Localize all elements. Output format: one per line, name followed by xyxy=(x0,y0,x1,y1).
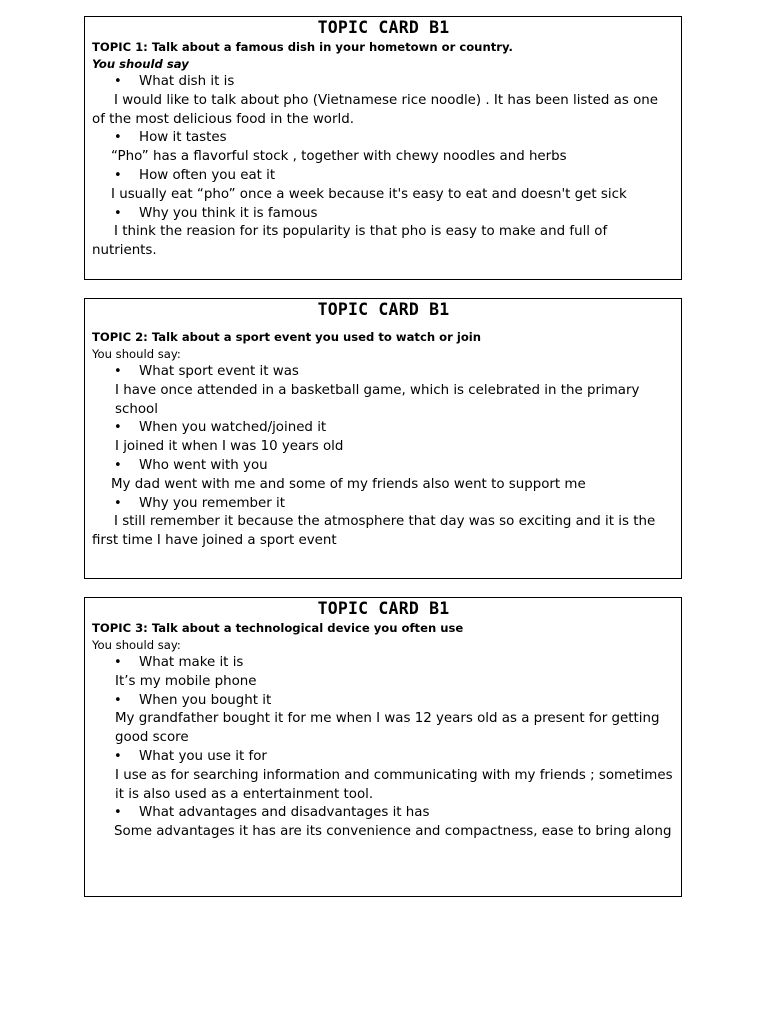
bullet-item xyxy=(92,167,675,186)
topic-heading: TOPIC 1: Talk about a famous dish in your hometown or country. xyxy=(92,40,513,54)
topic-card-1 xyxy=(84,16,682,280)
bullet-text: What you use it for xyxy=(139,748,267,764)
bullet-item xyxy=(92,73,675,92)
answer-text: I use as for searching information and communicating with my friends ; sometimes it is also used as a entertainment tool. xyxy=(115,767,673,802)
answer-text: I usually eat “pho” once a week because it's easy to eat and doesn't get sick xyxy=(111,186,627,202)
bullet-text: Why you think it is famous xyxy=(139,205,318,221)
bullet-dot-icon: • xyxy=(114,420,122,436)
bullet-dot-icon: • xyxy=(114,495,122,511)
bullet-item xyxy=(92,205,675,224)
bullet-dot-icon: • xyxy=(114,692,122,708)
bullet-text: When you watched/joined it xyxy=(139,420,327,436)
bullet-item xyxy=(92,748,675,767)
bullet-dot-icon: • xyxy=(114,805,122,821)
bullet-item xyxy=(92,457,675,476)
answer-text: “Pho” has a flavorful stock , together with chewy noodles and herbs xyxy=(111,149,567,165)
card-title: TOPIC CARD B1 xyxy=(317,300,450,319)
topic-heading: TOPIC 2: Talk about a sport event you used to watch or join xyxy=(92,330,482,344)
bullet-text: When you bought it xyxy=(139,692,272,708)
bullet-text: Who went with you xyxy=(139,457,268,473)
bullet-dot-icon: • xyxy=(114,74,122,89)
you-should-say-label: You should say: xyxy=(92,347,181,361)
topic-heading: TOPIC 3: Talk about a technological device you often use xyxy=(92,621,464,635)
you-should-say-label: You should say xyxy=(92,57,189,71)
bullet-dot-icon: • xyxy=(114,655,122,670)
bullet-item xyxy=(92,804,675,823)
bullet-text: Why you remember it xyxy=(139,495,286,511)
topic-card-3 xyxy=(84,597,682,897)
bullet-text: What sport event it was xyxy=(139,364,299,379)
bullet-text: How it tastes xyxy=(139,130,227,146)
bullet-dot-icon: • xyxy=(114,167,122,183)
bullet-text: What make it is xyxy=(139,655,244,670)
bullet-item xyxy=(92,363,675,382)
bullet-text: What dish it is xyxy=(139,74,235,89)
bullet-dot-icon: • xyxy=(114,748,122,764)
answer-text: I think the reasion for its popularity is that pho is easy to make and full of nutrients. xyxy=(92,224,608,259)
bullet-item xyxy=(92,495,675,514)
answer-text: I have once attended in a basketball game, which is celebrated in the primary school xyxy=(115,382,640,417)
card-title: TOPIC CARD B1 xyxy=(317,599,450,618)
bullet-item xyxy=(92,692,675,711)
bullet-item xyxy=(92,654,675,673)
bullet-text: What advantages and disadvantages it has xyxy=(139,805,430,821)
bullet-item xyxy=(92,129,675,148)
bullet-dot-icon: • xyxy=(114,364,122,379)
spacer xyxy=(92,321,675,329)
bullet-text: How often you eat it xyxy=(139,167,276,183)
you-should-say-label: You should say: xyxy=(92,638,181,652)
topic-card-2 xyxy=(84,298,682,579)
answer-text: Some advantages it has are its convenience and compactness, ease to bring along xyxy=(114,824,672,840)
answer-text: My dad went with me and some of my friends also went to support me xyxy=(111,476,586,492)
answer-text: I still remember it because the atmosphere that day was so exciting and it is the first time I have joined a sport event xyxy=(92,514,656,549)
card-title: TOPIC CARD B1 xyxy=(317,18,450,37)
answer-text: I would like to talk about pho (Vietnamese rice noodle) . It has been listed as one of the most delicious food in the world. xyxy=(92,92,659,127)
answer-text: My grandfather bought it for me when I was 12 years old as a present for getting good score xyxy=(115,711,660,746)
bullet-item xyxy=(92,419,675,438)
bullet-dot-icon: • xyxy=(114,205,122,221)
answer-text: It’s my mobile phone xyxy=(115,673,257,689)
answer-text: I joined it when I was 10 years old xyxy=(115,439,344,455)
bullet-dot-icon: • xyxy=(114,130,122,146)
bullet-dot-icon: • xyxy=(114,457,122,473)
